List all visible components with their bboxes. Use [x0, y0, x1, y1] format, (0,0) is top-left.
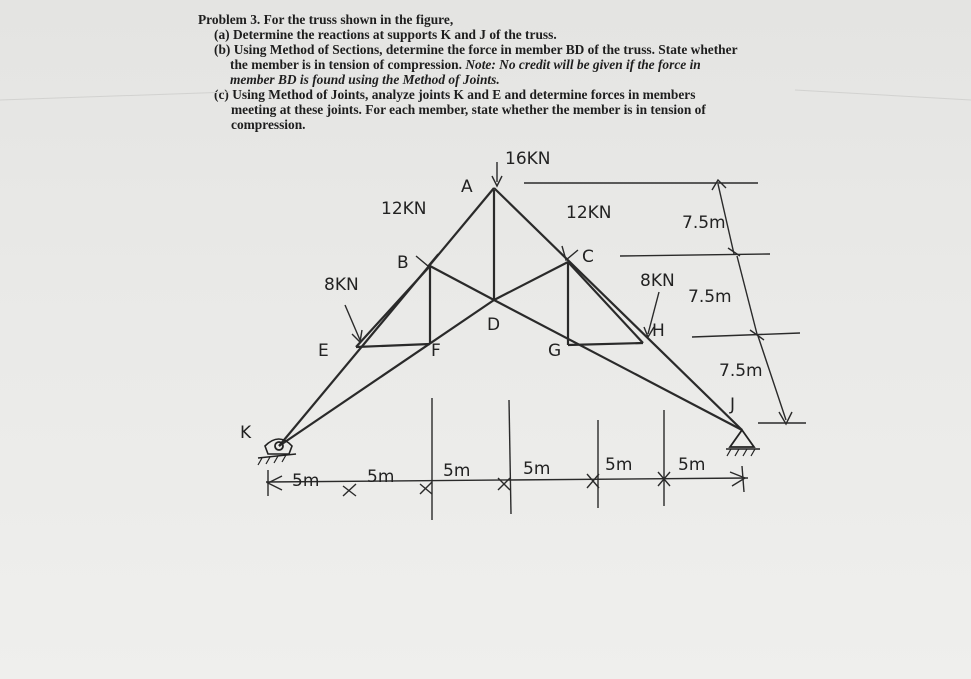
- node-label-A: A: [461, 177, 473, 197]
- load-label-B: 12KN: [381, 199, 427, 219]
- node-label-J: J: [730, 395, 736, 415]
- height-label-upper: 7.5m: [682, 213, 726, 233]
- span-dimensions: [266, 398, 748, 520]
- node-label-C: C: [582, 247, 594, 267]
- page-seam-line: [795, 90, 971, 100]
- part-c-text-3: compression.: [231, 117, 306, 132]
- part-b-text-1: (b) Using Method of Sections, determine the force in member BD of the truss. State whether: [214, 42, 738, 57]
- height-labels: [682, 213, 763, 381]
- member-EB: [356, 266, 430, 347]
- load-label-C: 12KN: [566, 203, 612, 223]
- span-label-3: 5m: [443, 461, 471, 481]
- part-c-text-2: meeting at these joints. For each member, state whether the member is in tension of: [231, 102, 706, 117]
- member-GH: [568, 343, 643, 345]
- problem-heading: Problem 3. For the truss shown in the figure,: [198, 12, 454, 27]
- dim-arrow-left: [268, 476, 282, 490]
- span-label-1: 5m: [292, 471, 320, 491]
- span-label-4: 5m: [523, 459, 551, 479]
- member-EF: [356, 344, 430, 347]
- node-label-K: K: [240, 423, 252, 443]
- part-b-plain: the member is in tension of compression.: [230, 57, 466, 72]
- height-label-lower: 7.5m: [719, 361, 763, 381]
- member-KD: [279, 300, 494, 446]
- part-c-text-1: (c) Using Method of Joints, analyze joints K and E and determine forces in members: [214, 87, 696, 102]
- load-label-H: 8KN: [640, 271, 675, 291]
- part-b-note: Note: No credit will be given if the force in: [465, 57, 701, 72]
- dim-ext-C: [620, 254, 770, 256]
- node-label-G: G: [548, 341, 562, 361]
- load-labels: [324, 149, 675, 295]
- load-label-E: 8KN: [324, 275, 359, 295]
- load-label-A: 16KN: [505, 149, 551, 169]
- dim-ext-H: [692, 333, 800, 337]
- dim-ext-vertical: [509, 400, 511, 514]
- node-label-B: B: [397, 253, 409, 273]
- span-label-5: 5m: [605, 455, 633, 475]
- part-b-text-3: member BD is found using the Method of Joints.: [230, 72, 500, 87]
- page-seam-line: [0, 92, 230, 100]
- span-label-6: 5m: [678, 455, 706, 475]
- member-BD: [430, 266, 494, 300]
- node-label-D: D: [487, 315, 501, 335]
- member-DC: [494, 262, 568, 300]
- member-DJ: [494, 300, 742, 430]
- pin-support-J: [726, 430, 760, 456]
- member-KA: [279, 188, 494, 446]
- node-label-E: E: [318, 341, 329, 361]
- span-label-2: 5m: [367, 467, 395, 487]
- node-label-F: F: [431, 341, 441, 361]
- load-arrows: [345, 162, 659, 342]
- part-a-text: (a) Determine the reactions at supports K and J of the truss.: [214, 27, 557, 42]
- node-label-H: H: [652, 321, 665, 341]
- truss-members: [279, 188, 742, 446]
- dim-middle-height: [737, 256, 757, 334]
- pin-support-K: [258, 439, 296, 465]
- height-label-middle: 7.5m: [688, 287, 732, 307]
- member-CH: [568, 262, 643, 343]
